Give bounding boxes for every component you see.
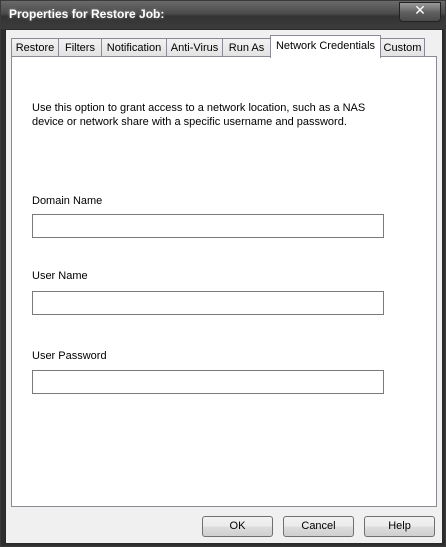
tab-filters[interactable]: Filters — [58, 38, 102, 56]
tab-custom[interactable]: Custom — [380, 38, 425, 56]
user-name-input[interactable] — [32, 291, 384, 315]
window-title: Properties for Restore Job: — [9, 7, 165, 21]
tab-restore[interactable]: Restore — [11, 38, 59, 56]
tab-anti-virus[interactable]: Anti-Virus — [166, 38, 223, 56]
tab-bar — [11, 35, 437, 57]
user-password-input[interactable] — [32, 370, 384, 394]
user-password-label: User Password — [32, 350, 107, 362]
domain-name-input[interactable] — [32, 214, 384, 238]
description-text: Use this option to grant access to a network location, such as a NAS device or network share with a specific username and password. — [32, 102, 366, 128]
close-button[interactable] — [399, 2, 441, 22]
help-button[interactable]: Help — [364, 516, 435, 537]
close-icon: ✕ — [414, 3, 426, 19]
user-name-label: User Name — [32, 270, 88, 282]
ok-button[interactable]: OK — [202, 516, 273, 537]
tab-run-as[interactable]: Run As — [222, 38, 271, 56]
domain-name-label: Domain Name — [32, 195, 103, 207]
cancel-button[interactable]: Cancel — [283, 516, 354, 537]
tab-network-credentials[interactable]: Network Credentials — [270, 35, 381, 58]
network-credentials-panel — [11, 56, 437, 507]
title-bar[interactable] — [1, 1, 445, 29]
dialog-client-area — [5, 29, 443, 544]
tab-notification[interactable]: Notification — [101, 38, 167, 56]
